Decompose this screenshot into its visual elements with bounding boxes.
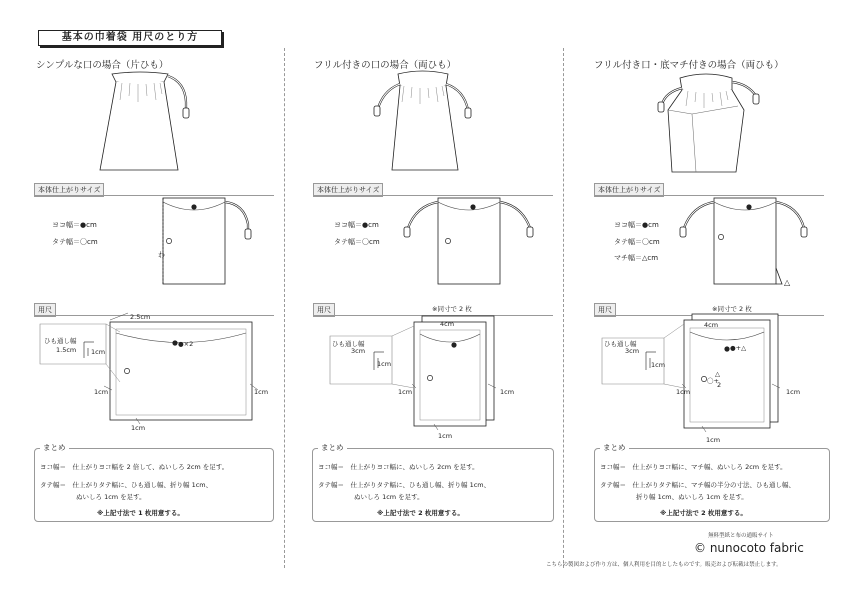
col3-copies-note: ※同寸で 2 枚 (712, 305, 752, 313)
col1-finished-label: 本体仕上がりサイズ (34, 183, 104, 197)
col3-finished-diagram (676, 196, 826, 292)
col1-pattern-diagram (40, 312, 270, 432)
col1-summary-line: ヨコ幅＝ 仕上がりヨコ幅を 2 倍して、ぬいしろ 2cm を足す。 (40, 463, 229, 471)
col2-dim-himo-label: ひも通し幅 (332, 340, 365, 348)
col1-dim-himo-fold: 1cm (91, 348, 106, 356)
col3-dim-height-mark: 〇+ (707, 377, 719, 385)
col1-dim-width-mark: ●×2 (178, 340, 194, 348)
col2-finished-width: ヨコ幅＝●cm (334, 221, 379, 229)
col3-dim-himo-fold: 1cm (651, 361, 666, 369)
col1-bag-illustration (90, 66, 200, 176)
col1-summary-line: タテ幅＝ 仕上がりタテ幅に、ひも通し幅、折り幅 1cm、 (40, 481, 213, 489)
col1-dim-right: 1cm (254, 388, 269, 396)
col2-summary-line: ぬいしろ 1cm を足す。 (354, 493, 424, 501)
col2-dim-top: 4cm (440, 320, 455, 328)
col3-dim-top: 4cm (704, 321, 719, 329)
col1-summary-title: まとめ (40, 442, 69, 453)
col1-dim-himo-value: 1.5cm (56, 346, 77, 354)
col3-dim-bottom: 1cm (706, 436, 721, 444)
col2-dim-left: 1cm (398, 388, 413, 396)
col2-summary-note: ※上記寸法で 2 枚用意する。 (377, 509, 464, 517)
col3-dim-right: 1cm (786, 388, 801, 396)
col3-bag-illustration (652, 66, 772, 178)
col1-heading: シンプルな口の場合（片ひも） (36, 60, 169, 71)
col1-summary-note: ※上記寸法で 1 枚用意する。 (97, 509, 184, 517)
col1-finished-width: ヨコ幅＝●cm (52, 221, 97, 229)
col2-dim-himo-value: 3cm (351, 347, 366, 355)
col2-heading: フリル付きの口の場合（両ひも） (314, 60, 457, 71)
col3-summary-line: 折り幅 1cm、ぬいしろ 1cm を足す。 (636, 493, 748, 501)
col2-pattern-diagram (330, 312, 530, 437)
col1-finished-height: タテ幅＝〇cm (52, 238, 98, 246)
col2-dim-himo-fold: 1cm (377, 360, 392, 368)
col1-finished-diagram (158, 196, 268, 292)
col2-finished-diagram (396, 196, 556, 292)
col3-dim-width-mark: ●+△ (730, 344, 747, 352)
col2-summary-line: タテ幅＝ 仕上がりタテ幅に、ひも通し幅、折り幅 1cm、 (318, 481, 491, 489)
page-title: 基本の巾着袋 用尺のとり方 (38, 30, 222, 46)
col2-dim-bottom: 1cm (438, 432, 453, 440)
col3-finished-label: 本体仕上がりサイズ (594, 183, 664, 197)
col3-finished-height: タテ幅＝〇cm (614, 238, 660, 246)
col3-finished-gusset: マチ幅＝△cm (614, 254, 659, 262)
col3-dim-height-frac-bottom: 2 (717, 381, 722, 389)
col3-dim-height-frac-top: △ (715, 370, 720, 378)
col3-summary-title: まとめ (600, 442, 629, 453)
col3-summary-line: タテ幅＝ 仕上がりタテ幅に、マチ幅の半分の寸法、ひも通し幅、 (600, 481, 795, 489)
col1-dim-top: 2.5cm (130, 313, 151, 321)
col3-dim-himo-value: 3cm (625, 347, 640, 355)
col2-finished-height: タテ幅＝〇cm (334, 238, 380, 246)
col2-summary-title: まとめ (318, 442, 347, 453)
col1-dim-bottom: 1cm (131, 424, 146, 432)
col2-summary-line: ヨコ幅＝ 仕上がりヨコ幅に、ぬいしろ 2cm を足す。 (318, 463, 479, 471)
col1-dim-himo-label: ひも通し幅 (44, 337, 77, 345)
col1-yoshaku-label: 用尺 (34, 303, 56, 317)
col1-fold-mark: わ (158, 251, 165, 259)
col2-dim-right: 1cm (500, 388, 515, 396)
col3-dim-himo-label: ひも通し幅 (604, 340, 637, 348)
footer-disclaimer: こちらの製図および作り方は、個人利用を目的としたものです。販売および転載は禁止します。 (546, 562, 782, 568)
footer-site-label: 無料型紙と布の通販サイト (708, 533, 774, 539)
col2-copies-note: ※同寸で 2 枚 (432, 305, 472, 313)
column-separator (563, 48, 564, 568)
col2-finished-label: 本体仕上がりサイズ (313, 183, 383, 197)
col3-dim-left: 1cm (676, 388, 691, 396)
col3-finished-width: ヨコ幅＝●cm (614, 221, 659, 229)
col3-heading: フリル付き口・底マチ付きの場合（両ひも） (594, 60, 784, 71)
col3-summary-line: ヨコ幅＝ 仕上がりヨコ幅に、マチ幅、ぬいしろ 2cm を足す。 (600, 463, 787, 471)
col3-pattern-diagram (602, 312, 802, 437)
col3-gusset-mark: △ (784, 278, 791, 287)
col3-summary-note: ※上記寸法で 2 枚用意する。 (660, 509, 747, 517)
col3-yoshaku-label: 用尺 (594, 303, 616, 317)
col2-bag-illustration (368, 66, 488, 176)
col1-dim-left: 1cm (94, 388, 109, 396)
col2-yoshaku-label: 用尺 (313, 303, 335, 317)
column-separator (284, 48, 285, 568)
col1-summary-line: ぬいしろ 1cm を足す。 (76, 493, 146, 501)
footer-brand: © nunocoto fabric (694, 541, 804, 555)
